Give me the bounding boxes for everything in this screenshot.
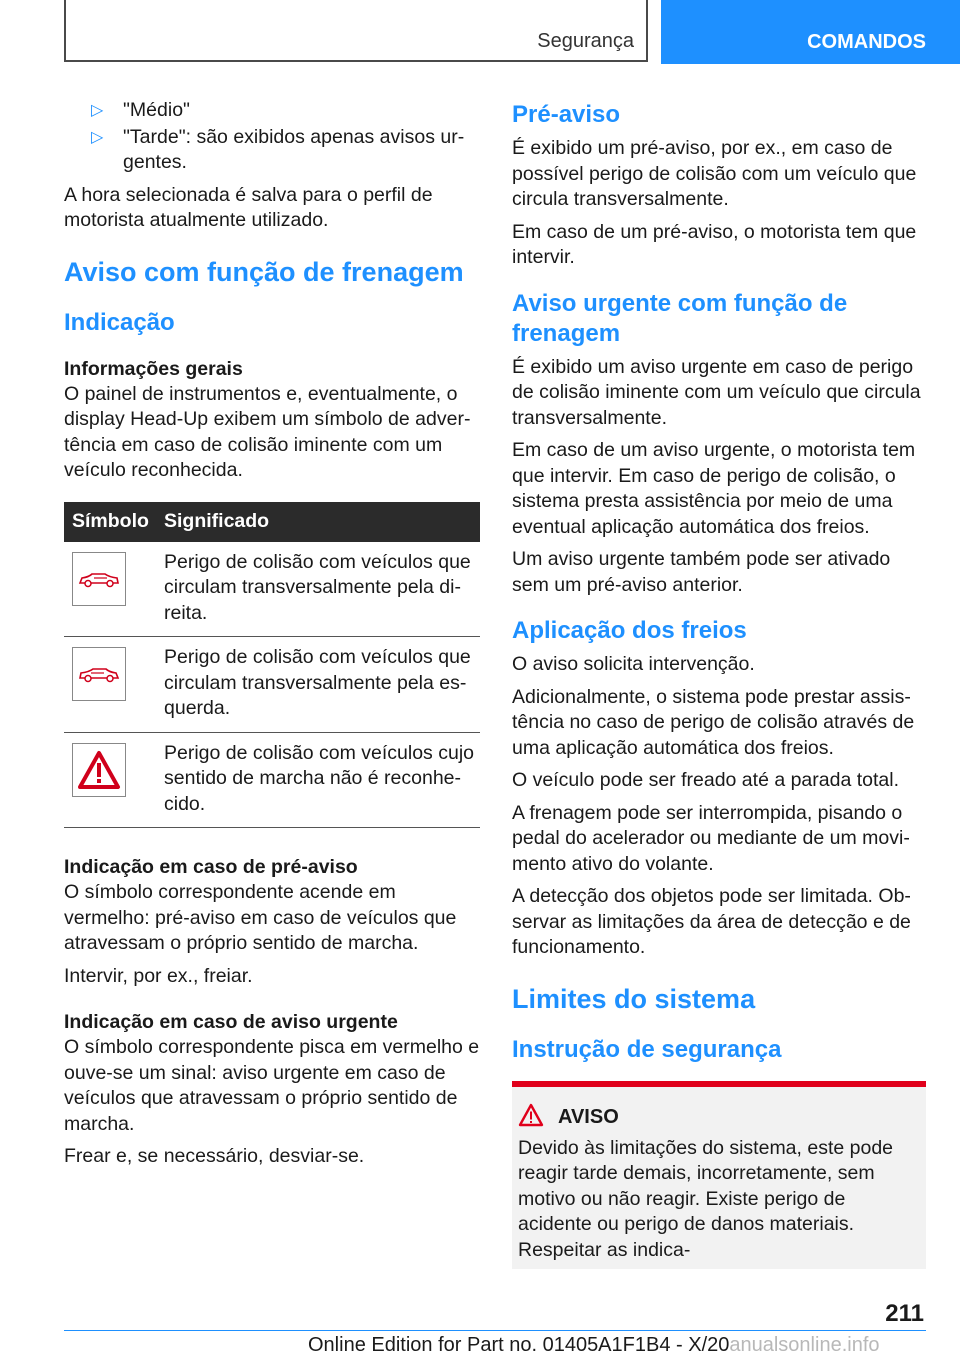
- paragraph: A frenagem pode ser interrompida, pisando o pedal do acelerador ou mediante de um movimento ativo do volante.: [512, 801, 910, 875]
- left-column: [64, 98, 480, 1177]
- warning-label: AVISO: [558, 1105, 619, 1128]
- paragraph: Frear e, se necessário, desviar-se.: [64, 1145, 365, 1167]
- warning-header: [518, 1103, 920, 1132]
- paragraph: O símbolo correspondente pisca em vermelho e ouve-se um sinal: aviso urgente em caso de veículos que atravessam o próprio sentido de marcha.: [64, 1036, 480, 1135]
- section-heading: Aviso com função de frenagem: [64, 256, 464, 287]
- warning-text: Devido às limitações do sistema, este pode reagir tarde demais, incorretamente, sem motivo ou não reagir. Existe perigo de acidente ou perigo de danos materiais. Respeitar as indica-: [518, 1136, 894, 1261]
- warning-box: [512, 1081, 926, 1270]
- table-row: [64, 732, 480, 828]
- paragraph: Intervir, por ex., freiar.: [64, 964, 253, 987]
- header-section-title: Segurança: [537, 30, 634, 52]
- symbol-cell: [64, 637, 156, 733]
- car-crossing-left-icon: [72, 647, 126, 701]
- column-header-symbol: Símbolo: [64, 502, 156, 542]
- symbol-cell: [64, 542, 156, 637]
- table-row: [64, 637, 480, 733]
- header-chapter-tab: [661, 0, 960, 64]
- symbol-table: [64, 502, 480, 829]
- section-heading: Limites do sistema: [512, 983, 756, 1014]
- paragraph: Adicionalmente, o sistema pode prestar assistência no caso de perigo de colisão através de uma aplicação automática dos freios.: [512, 685, 915, 759]
- subsection-heading: Aplicação dos freios: [512, 617, 747, 644]
- topic-heading: Indicação em caso de pré-aviso: [64, 856, 358, 878]
- paragraph: Em caso de um aviso urgente, o motorista tem que intervir. Em caso de perigo de colisão, o sistema presta assistência por meio de uma eventual aplicação automática dos freios.: [512, 439, 916, 538]
- list-item: [64, 125, 480, 176]
- footer-divider: [64, 1330, 926, 1331]
- paragraph: A hora selecionada é salva para o perfil de motorista atualmente utilizado.: [64, 183, 433, 231]
- paragraph: O painel de instrumentos e, eventualmente, o display Head-Up exibem um símbolo de advertência em caso de colisão iminente com um veículo reconhecida.: [64, 382, 471, 481]
- paragraph: É exibido um aviso urgente em caso de perigo de colisão iminente com um veículo que circula transversalmente.: [512, 355, 921, 429]
- meaning-cell: Perigo de colisão com veículos que circulam transversalmente pela esquerda.: [156, 637, 480, 733]
- paragraph: É exibido um pré-aviso, por ex., em caso de possível perigo de colisão com um veículo que circula transversalmente.: [512, 137, 917, 210]
- paragraph: A detecção dos objetos pode ser limitada. Observar as limitações da área de detecção e de funcionamento.: [512, 885, 911, 958]
- paragraph: O símbolo correspondente acende em vermelho: pré-aviso em caso de veículos que atravessam o próprio sentido de marcha.: [64, 881, 457, 954]
- edition-text: Online Edition for Part no. 01405A1F1B4 - X/20: [308, 1334, 730, 1356]
- bullet-triangle-icon: ▷: [91, 102, 104, 119]
- table-row: [64, 542, 480, 637]
- right-column: [512, 100, 926, 1269]
- edition-footer: [308, 1334, 880, 1357]
- topic-heading: Indicação em caso de aviso urgente: [64, 1011, 398, 1033]
- list-item-text: "Médio": [123, 99, 190, 121]
- column-header-meaning: Significado: [156, 502, 480, 542]
- watermark: anualsonline.info: [729, 1334, 880, 1356]
- header-section-tab: [64, 0, 648, 62]
- paragraph: O veículo pode ser freado até a parada total.: [512, 769, 900, 791]
- subsection-heading: Pré-aviso: [512, 101, 621, 128]
- table-header-row: [64, 502, 480, 542]
- subsection-heading: Indicação: [64, 308, 175, 336]
- header-chapter-title: COMANDOS: [807, 31, 926, 53]
- meaning-cell: Perigo de colisão com veículos cujo sentido de marcha não é reconhecido.: [156, 732, 480, 828]
- paragraph: Um aviso urgente também pode ser ativado sem um pré-aviso anterior.: [512, 548, 891, 596]
- page-number: 211: [885, 1300, 924, 1327]
- list-item: [64, 98, 480, 124]
- subsection-heading: Aviso urgente com função de frenagem: [512, 289, 848, 347]
- symbol-cell: [64, 732, 156, 828]
- paragraph: O aviso solicita intervenção.: [512, 653, 755, 675]
- list-item-text: "Tarde": são exibidos apenas avisos urgentes.: [123, 125, 465, 173]
- car-crossing-right-icon: [72, 552, 126, 606]
- paragraph: Em caso de um pré-aviso, o motorista tem que intervir.: [512, 220, 917, 268]
- topic-heading: Informações gerais: [64, 357, 243, 380]
- warning-triangle-icon: [72, 743, 126, 797]
- meaning-cell: Perigo de colisão com veículos que circulam transversalmente pela direita.: [156, 542, 480, 637]
- warning-triangle-icon: [518, 1103, 544, 1132]
- subsection-heading: Instrução de segurança: [512, 1035, 782, 1063]
- bullet-triangle-icon: ▷: [91, 128, 104, 146]
